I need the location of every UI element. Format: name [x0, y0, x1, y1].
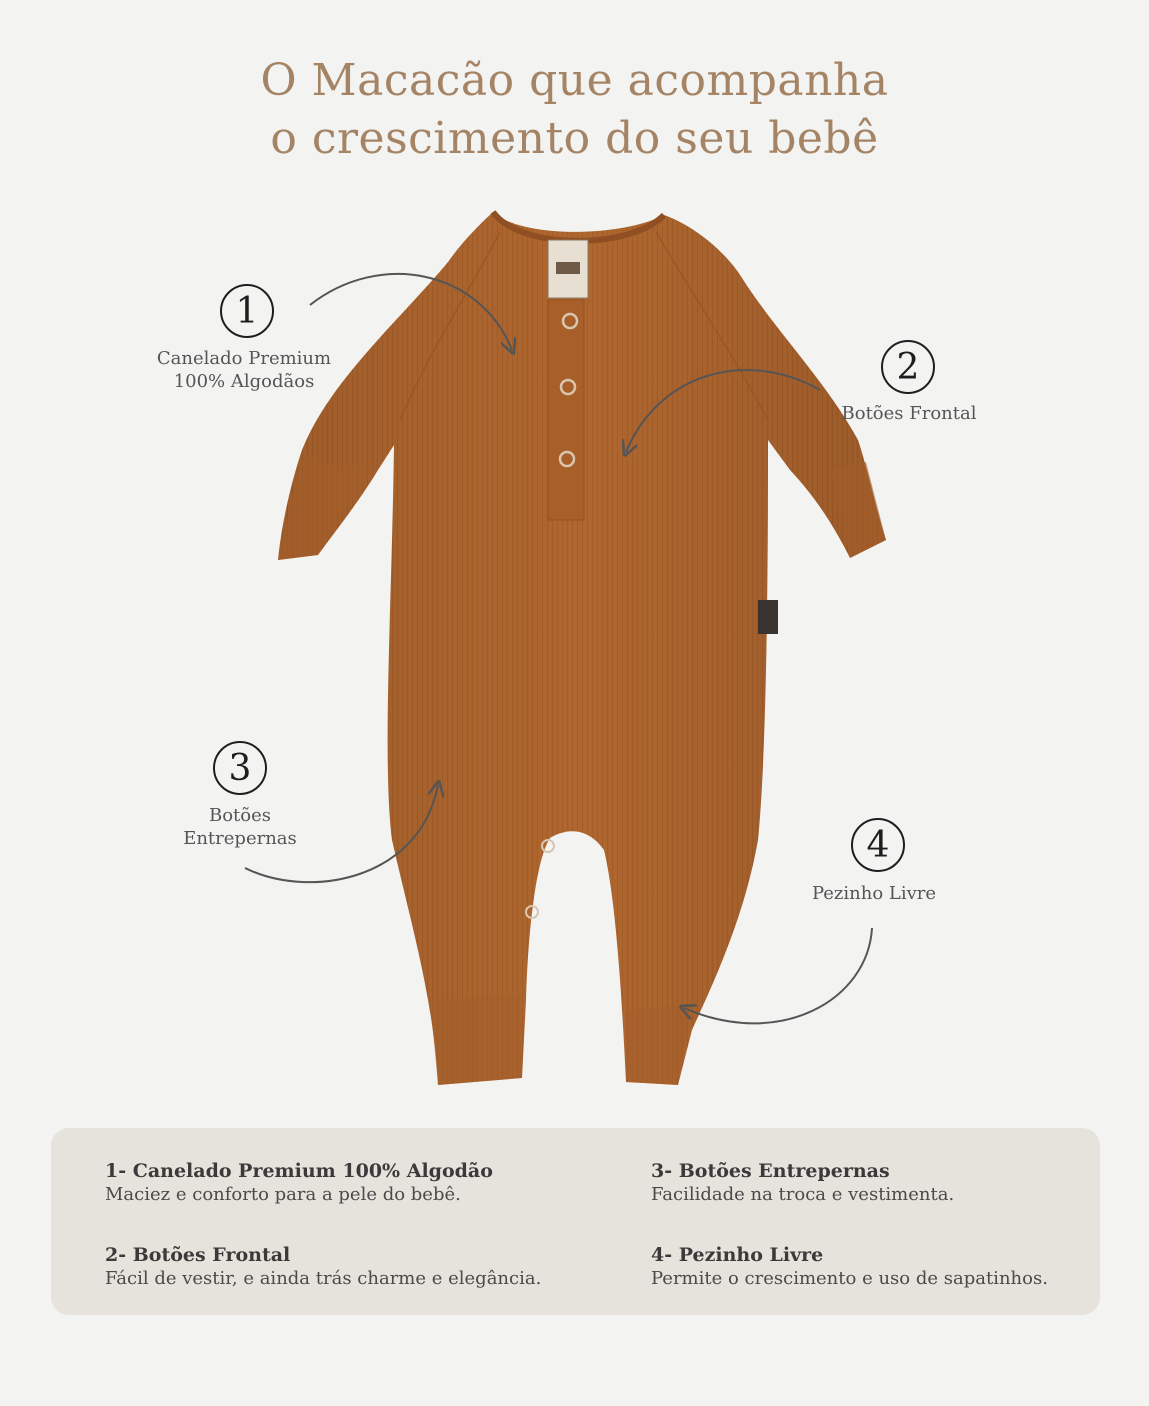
- side-tag: [758, 600, 778, 634]
- callout-number-1: 1: [220, 284, 274, 338]
- callout-label-1: [114, 347, 374, 393]
- callout-label-2: [779, 402, 1039, 425]
- callout-number-4: 4: [851, 818, 905, 872]
- callout-1-line-2: 100% Algodãos: [173, 371, 315, 392]
- feature-item-4: [651, 1244, 1131, 1290]
- left-ankle-cuff: [430, 996, 522, 1085]
- title-line-1: O Macacão que acompanha: [260, 55, 889, 106]
- callout-number-3: 3: [213, 741, 267, 795]
- jumpsuit: [278, 212, 886, 1085]
- title-line-2: o crescimento do seu bebê: [270, 113, 879, 164]
- callout-4-line-1: Pezinho Livre: [811, 883, 937, 904]
- feature-title: 1- Canelado Premium 100% Algodão: [105, 1160, 493, 1182]
- feature-description: Maciez e conforto para a pele do bebê.: [105, 1184, 461, 1205]
- feature-item-2: [105, 1244, 585, 1290]
- callout-3-line-2: Entrepernas: [183, 828, 297, 849]
- front-placket: [548, 300, 584, 520]
- feature-description: Fácil de vestir, e ainda trás charme e elegância.: [105, 1268, 542, 1289]
- features-panel: [51, 1128, 1100, 1315]
- callout-label-3: [110, 804, 370, 850]
- left-cuff: [278, 460, 370, 560]
- callout-1-line-1: Canelado Premium: [156, 348, 332, 369]
- callout-2-line-1: Botões Frontal: [841, 403, 977, 424]
- feature-description: Permite o crescimento e uso de sapatinhos.: [651, 1268, 1048, 1289]
- feature-title: 4- Pezinho Livre: [651, 1244, 824, 1266]
- feature-title: 2- Botões Frontal: [105, 1244, 291, 1266]
- feature-item-1: [105, 1160, 585, 1206]
- callout-3-line-1: Botões: [208, 805, 272, 826]
- feature-title: 3- Botões Entrepernas: [651, 1160, 890, 1182]
- feature-item-3: [651, 1160, 1131, 1206]
- feature-description: Facilidade na troca e vestimenta.: [651, 1184, 955, 1205]
- callout-label-4: [744, 882, 1004, 905]
- callout-number-2: 2: [881, 340, 935, 394]
